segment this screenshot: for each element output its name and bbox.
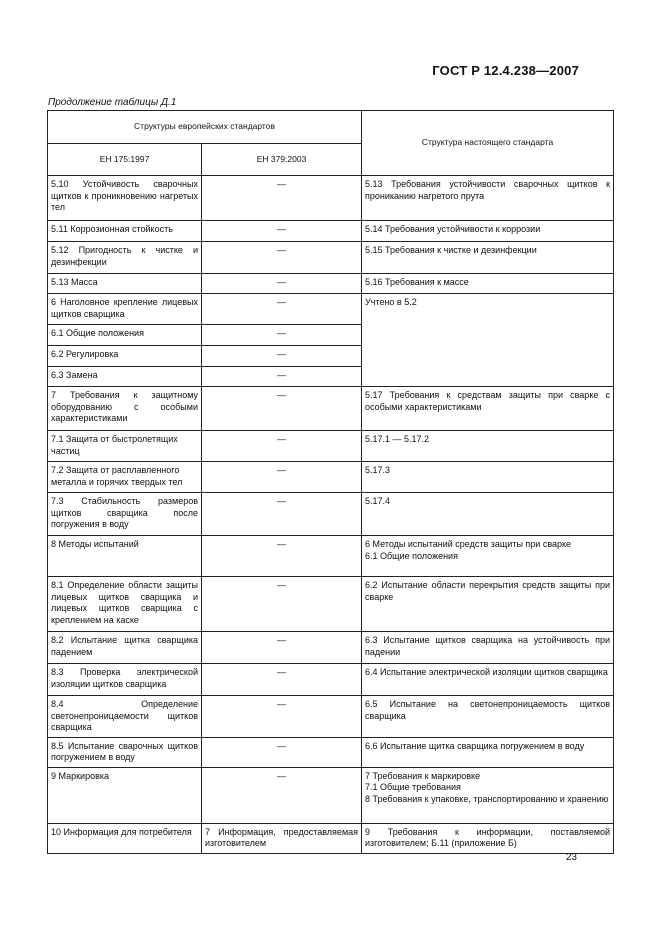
cell-en175: 8.5 Испытание сварочных щитков погружением в воду: [48, 737, 202, 767]
cell-en379: 7 Информация, предоставляемая изготовителем: [202, 823, 362, 853]
cell-en379: —: [202, 577, 362, 632]
cell-en379: —: [202, 536, 362, 577]
cell-en175: 5.11 Коррозионная стойкость: [48, 221, 202, 242]
cell-en379: —: [202, 346, 362, 367]
cell-this-standard: 5.17 Требования к средствам защиты при сварке с особыми характеристиками: [362, 387, 614, 431]
cell-en175: 8.3 Проверка электрической изоляции щитков сварщика: [48, 664, 202, 696]
cell-en379: —: [202, 325, 362, 346]
cell-this-standard: 5.17.1 — 5.17.2: [362, 431, 614, 462]
table-row: [48, 221, 614, 242]
cell-en175: 8 Методы испытаний: [48, 536, 202, 577]
cell-line: 6.1 Общие положения: [365, 550, 458, 561]
cell-line: 7.1 Общие требования: [365, 782, 461, 792]
cell-en175: 8.4 Определение светонепроницаемости щитков сварщика: [48, 696, 202, 738]
header-european-standards: Структуры европейских стандартов: [48, 111, 362, 144]
table-row: [48, 431, 614, 462]
cell-en379: —: [202, 696, 362, 738]
cell-en379: —: [202, 274, 362, 294]
cell-this-standard: 6.2 Испытание области перекрытия средств защиты при сварке: [362, 577, 614, 632]
cell-en379: —: [202, 221, 362, 242]
cell-this-standard: 5.16 Требования к массе: [362, 274, 614, 294]
cell-this-standard: [362, 767, 614, 823]
cell-en379: —: [202, 242, 362, 274]
cell-this-standard: 6.4 Испытание электрической изоляции щитков сварщика: [362, 664, 614, 696]
table-row: [48, 176, 614, 221]
table-row: [48, 577, 614, 632]
cell-this-standard: 6.3 Испытание щитков сварщика на устойчивость при падении: [362, 632, 614, 664]
cell-en175: 10 Информация для потребителя: [48, 823, 202, 853]
cell-this-standard: 6.5 Испытание на светонепроницаемость щитков сварщика: [362, 696, 614, 738]
document-code: ГОСТ Р 12.4.238—2007: [432, 63, 579, 78]
header-this-standard: Структура настоящего стандарта: [362, 111, 614, 176]
cell-en379: —: [202, 462, 362, 493]
table-row: [48, 536, 614, 577]
cell-en379: —: [202, 767, 362, 823]
cell-en379: —: [202, 664, 362, 696]
correspondence-table: [47, 110, 614, 854]
cell-en175: 7 Требования к защитному оборудованию с особыми характеристиками: [48, 387, 202, 431]
table-row: [48, 462, 614, 493]
cell-this-standard: 5.15 Требования к чистке и дезинфекции: [362, 242, 614, 274]
header-en175: ЕН 175:1997: [48, 144, 202, 176]
table-row: [48, 767, 614, 823]
table-row: [48, 696, 614, 738]
table-row: [48, 242, 614, 274]
cell-en379: —: [202, 493, 362, 536]
cell-en175: 6 Наголовное крепление лицевых щитков сварщика: [48, 294, 202, 325]
cell-this-standard: 5.17.3: [362, 462, 614, 493]
table-row: [48, 493, 614, 536]
cell-en175: 7.1 Защита от быстролетящих частиц: [48, 431, 202, 462]
cell-en379: —: [202, 737, 362, 767]
header-en379: ЕН 379:2003: [202, 144, 362, 176]
cell-en379: —: [202, 431, 362, 462]
cell-en175: 6.3 Замена: [48, 367, 202, 387]
cell-line: 6 Методы испытаний средств защиты при сварке: [365, 539, 572, 549]
table-row: [48, 387, 614, 431]
table-row: [48, 737, 614, 767]
table-row: [48, 274, 614, 294]
cell-en175: 7.3 Стабильность размеров щитков сварщика после погружения в воду: [48, 493, 202, 536]
cell-en379: —: [202, 294, 362, 325]
table-row: [48, 294, 614, 325]
cell-this-standard: 5.17.4: [362, 493, 614, 536]
cell-en175: 6.2 Регулировка: [48, 346, 202, 367]
cell-en175: 8.2 Испытание щитка сварщика падением: [48, 632, 202, 664]
cell-this-standard: 9 Требования к информации, поставляемой изготовителем; Б.11 (приложение Б): [362, 823, 614, 853]
cell-en379: —: [202, 176, 362, 221]
cell-line: 8 Требования к упаковке, транспортированию и хранению: [365, 793, 609, 804]
cell-this-standard: Учтено в 5.2: [362, 294, 614, 387]
cell-en175: 5.12 Пригодность к чистке и дезинфекции: [48, 242, 202, 274]
cell-en175: 8.1 Определение области защиты лицевых щитков сварщика и лицевых щитков сварщика с креплением на каске: [48, 577, 202, 632]
table-row: [48, 664, 614, 696]
cell-en175: 5.10 Устойчивость сварочных щитков к проникновению нагретых тел: [48, 176, 202, 221]
page-number: 23: [565, 852, 577, 863]
cell-en175: 6.1 Общие положения: [48, 325, 202, 346]
cell-en379: —: [202, 387, 362, 431]
cell-en175: 9 Маркировка: [48, 767, 202, 823]
cell-this-standard: [362, 536, 614, 577]
cell-line: 7 Требования к маркировке: [365, 770, 481, 781]
cell-en175: 7.2 Защита от расплавленного металла и горячих твердых тел: [48, 462, 202, 493]
cell-en379: —: [202, 632, 362, 664]
cell-this-standard: 5.14 Требования устойчивости к коррозии: [362, 221, 614, 242]
cell-this-standard: 5.13 Требования устойчивости сварочных щитков к прониканию нагретого прута: [362, 176, 614, 221]
cell-en379: —: [202, 367, 362, 387]
cell-en175: 5.13 Масса: [48, 274, 202, 294]
table-caption: Продолжение таблицы Д.1: [48, 97, 177, 108]
table-row: [48, 632, 614, 664]
table-row: [48, 823, 614, 853]
cell-this-standard: 6.6 Испытание щитка сварщика погружением в воду: [362, 737, 614, 767]
